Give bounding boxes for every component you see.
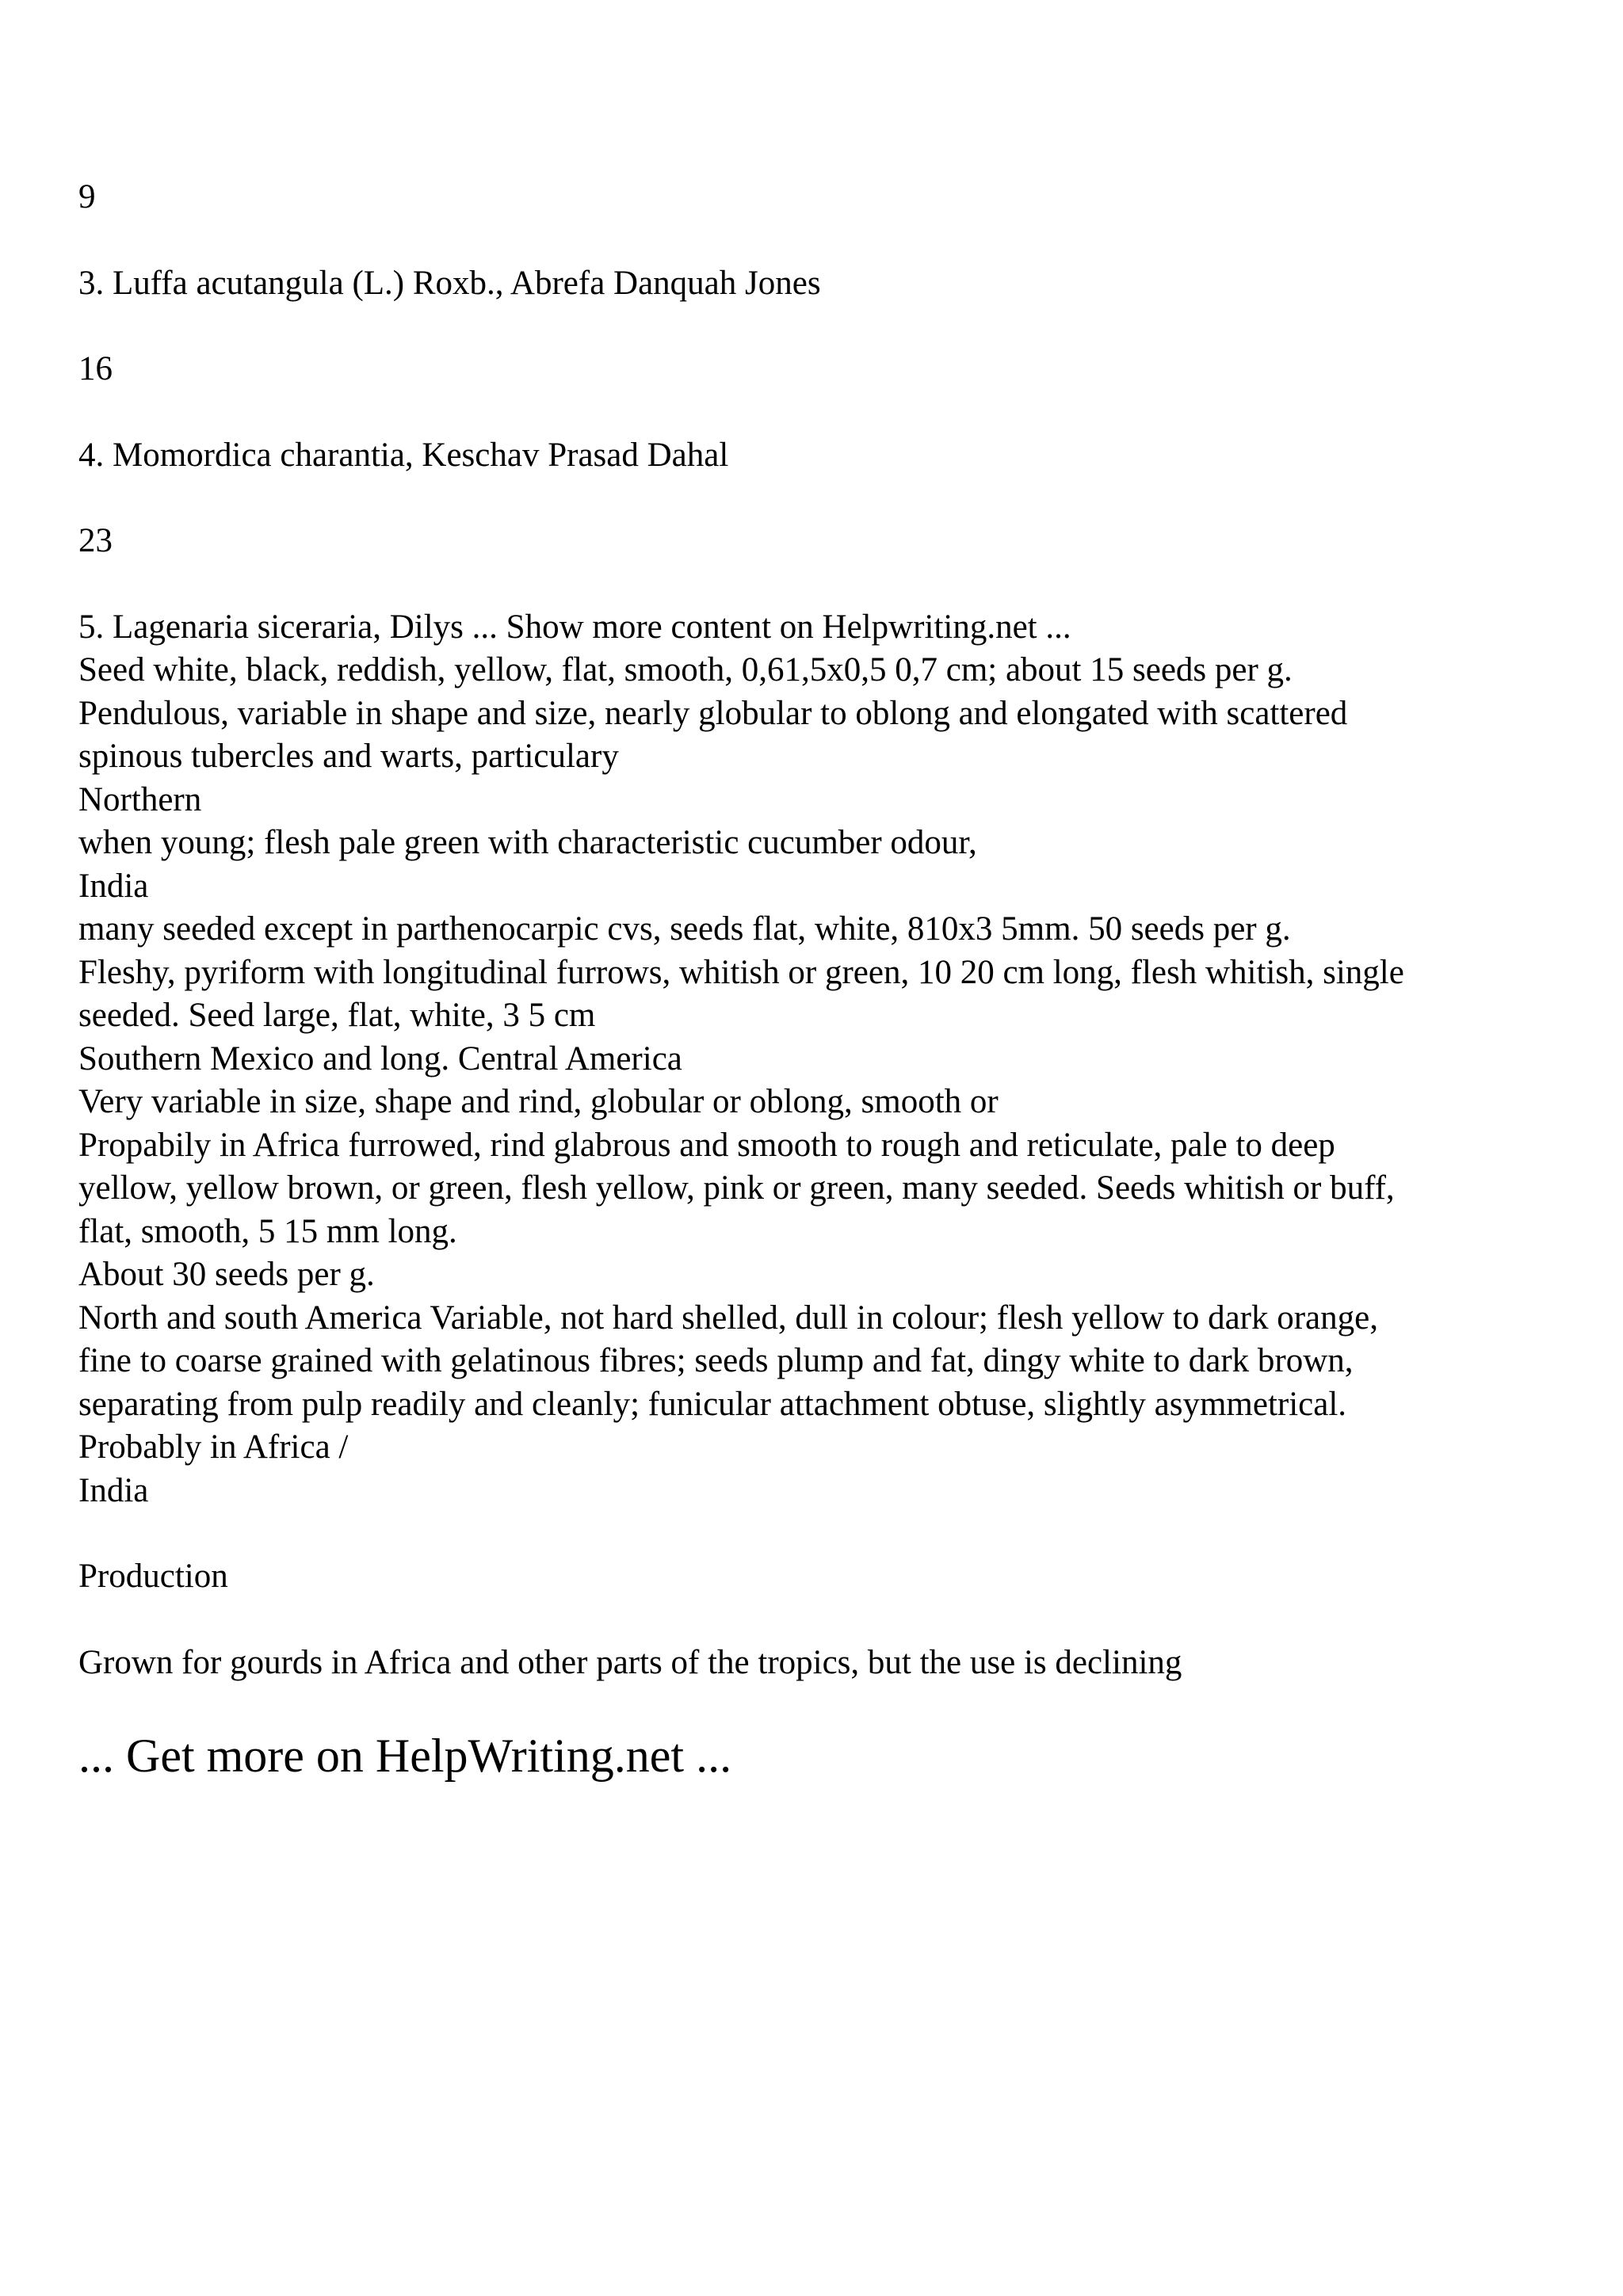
body-line: fine to coarse grained with gelatinous fibres; seeds plump and fat, dingy white to dark brown, (78, 1342, 1354, 1379)
body-line: Pendulous, variable in shape and size, nearly globular to oblong and elongated with scattered (78, 694, 1348, 732)
body-line: Very variable in size, shape and rind, globular or oblong, smooth or (78, 1083, 999, 1120)
body-line: Fleshy, pyriform with longitudinal furrows, whitish or green, 10 20 cm long, flesh whitish, single (78, 953, 1404, 991)
section-text: Grown for gourds in Africa and other parts of the tropics, but the use is declining (78, 1643, 1182, 1681)
body-line: Southern Mexico and long. Central America (78, 1039, 682, 1077)
body-line: Seed white, black, reddish, yellow, flat, smooth, 0,61,5x0,5 0,7 cm; about 15 seeds per g. (78, 651, 1293, 688)
page-number-23: 23 (78, 522, 113, 559)
body-line: flat, smooth, 5 15 mm long. (78, 1212, 457, 1250)
body-text (78, 649, 1568, 1512)
index-entry-lagenaria: 5. Lagenaria siceraria, Dilys ... Show more content on Helpwriting.net ... (78, 608, 1071, 646)
body-line: many seeded except in parthenocarpic cvs, seeds flat, white, 810x3 5mm. 50 seeds per g. (78, 910, 1291, 948)
page-number-16: 16 (78, 350, 113, 387)
get-more-link[interactable]: ... Get more on HelpWriting.net ... (78, 1730, 732, 1782)
body-line: when young; flesh pale green with characteristic cucumber odour, (78, 824, 977, 861)
body-line: About 30 seeds per g. (78, 1256, 375, 1293)
body-line: India (78, 867, 149, 905)
body-line: separating from pulp readily and cleanly; funicular attachment obtuse, slightly asymmetrical. (78, 1385, 1347, 1423)
page-number-9: 9 (78, 178, 96, 215)
section-heading-production: Production (78, 1558, 228, 1595)
body-line: Propabily in Africa furrowed, rind glabrous and smooth to rough and reticulate, pale to deep (78, 1126, 1335, 1164)
document-content (78, 176, 1568, 1784)
body-line: yellow, yellow brown, or green, flesh yellow, pink or green, many seeded. Seeds whitish or buff, (78, 1169, 1395, 1207)
index-entry-momordica: 4. Momordica charantia, Keschav Prasad Dahal (78, 436, 729, 474)
index-entry-luffa: 3. Luffa acutangula (L.) Roxb., Abrefa Danquah Jones (78, 264, 821, 302)
body-line: Probably in Africa / (78, 1428, 349, 1466)
body-line: spinous tubercles and warts, particulary (78, 738, 619, 775)
body-line: seeded. Seed large, flat, white, 3 5 cm (78, 997, 596, 1034)
body-line: India (78, 1471, 149, 1509)
body-line: Northern (78, 780, 202, 818)
body-line: North and south America Variable, not hard shelled, dull in colour; flesh yellow to dark orange, (78, 1299, 1378, 1337)
